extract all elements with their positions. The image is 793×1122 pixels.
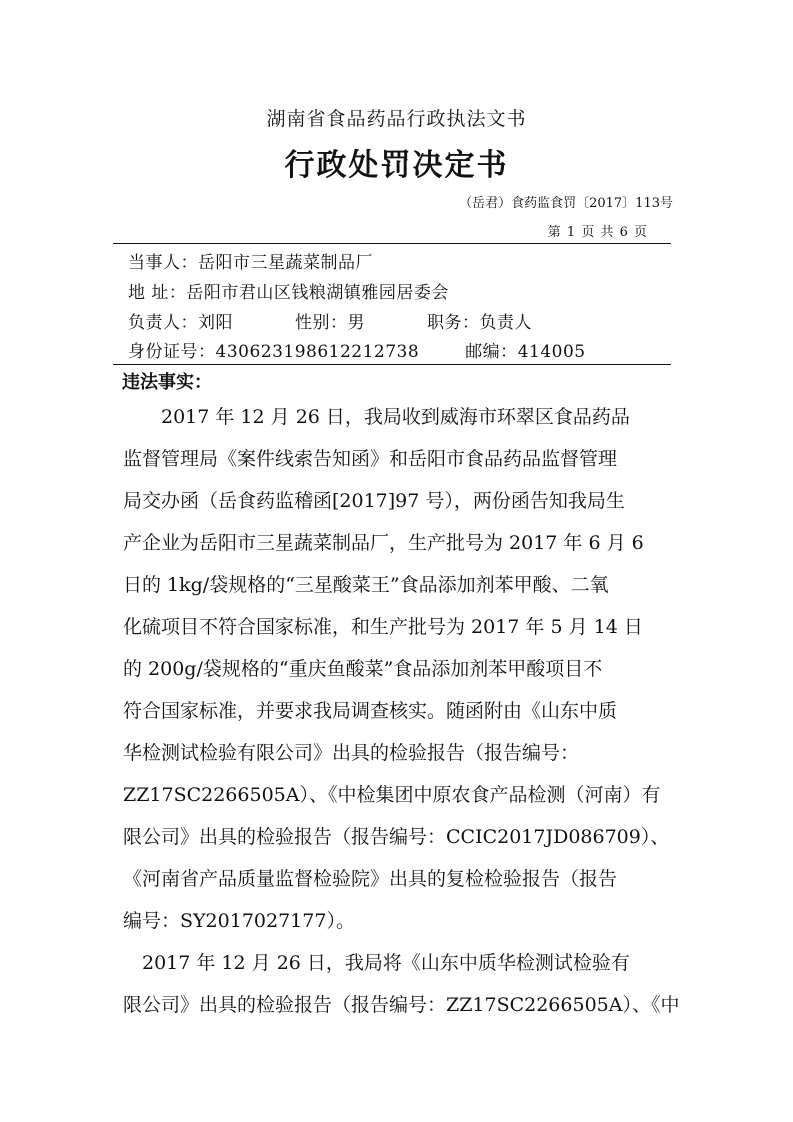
body-line: 限公司》出具的检验报告（报告编号：ZZ17SC2266505A）、《中 — [123, 994, 680, 1016]
person-label: 负责人： — [128, 313, 198, 333]
body-line: 2017 年 12 月 26 日，我局将《山东中质华检测试检验有 — [123, 952, 630, 974]
section-heading: 违法事实： — [122, 372, 212, 393]
position-label: 职务： — [427, 313, 480, 333]
party-label: 当事人： — [128, 253, 198, 273]
address-row — [128, 278, 449, 303]
body-line: 化硫项目不符合国家标准，和生产批号为 2017 年 5 月 14 日 — [123, 616, 643, 638]
info-divider — [113, 364, 671, 365]
body-line: 编号：SY2017027177）。 — [123, 910, 355, 932]
gender-label: 性别： — [295, 313, 348, 333]
responsible-row — [128, 308, 532, 333]
body-line: 2017 年 12 月 26 日，我局收到威海市环翠区食品药品 — [123, 406, 630, 428]
body-line: ZZ17SC2266505A）、《中检集团中原农食产品检测（河南）有 — [123, 784, 661, 806]
header-divider — [113, 243, 671, 244]
postcode-value: 414005 — [517, 342, 586, 362]
body-line: 限公司》出具的检验报告（报告编号：CCIC2017JD086709）、 — [123, 826, 670, 848]
postcode-label: 邮编： — [465, 342, 518, 362]
gender-value: 男 — [347, 313, 365, 333]
position-value: 负责人 — [479, 313, 532, 333]
body-line: 监督管理局《案件线索告知函》和岳阳市食品药品监督管理 — [123, 448, 618, 470]
document-title: 行政处罚决定书 — [284, 148, 509, 183]
person-value: 刘阳 — [198, 313, 233, 333]
document-category: 湖南省食品药品行政执法文书 — [266, 108, 527, 130]
id-row — [128, 337, 586, 362]
id-value: 430623198612212738 — [215, 342, 420, 362]
body-line: 华检测试检验有限公司》出具的检验报告（报告编号： — [123, 742, 580, 764]
party-value: 岳阳市三星蔬菜制品厂 — [198, 253, 373, 273]
body-line: 局交办函（岳食药监稽函[2017]97 号），两份函告知我局生 — [123, 490, 625, 512]
body-line: 日的 1kg/袋规格的“三星酸菜王”食品添加剂苯甲酸、二氧 — [123, 574, 609, 596]
party-row — [128, 248, 373, 273]
page-indicator: 第 1 页 共 6 页 — [547, 225, 648, 240]
body-line: 产企业为岳阳市三星蔬菜制品厂，生产批号为 2017 年 6 月 6 — [123, 532, 644, 554]
document-number: （岳君）食药监食罚〔2017〕113号 — [459, 196, 673, 211]
body-line: 符合国家标准，并要求我局调查核实。随函附由《山东中质 — [123, 700, 618, 722]
id-label: 身份证号： — [128, 342, 216, 362]
address-label: 地 址： — [128, 283, 187, 303]
body-line: 《河南省产品质量监督检验院》出具的复检检验报告（报告 — [123, 868, 618, 890]
body-line: 的 200g/袋规格的“重庆鱼酸菜”食品添加剂苯甲酸项目不 — [123, 658, 603, 680]
address-value: 岳阳市君山区钱粮湖镇雅园居委会 — [186, 283, 449, 303]
